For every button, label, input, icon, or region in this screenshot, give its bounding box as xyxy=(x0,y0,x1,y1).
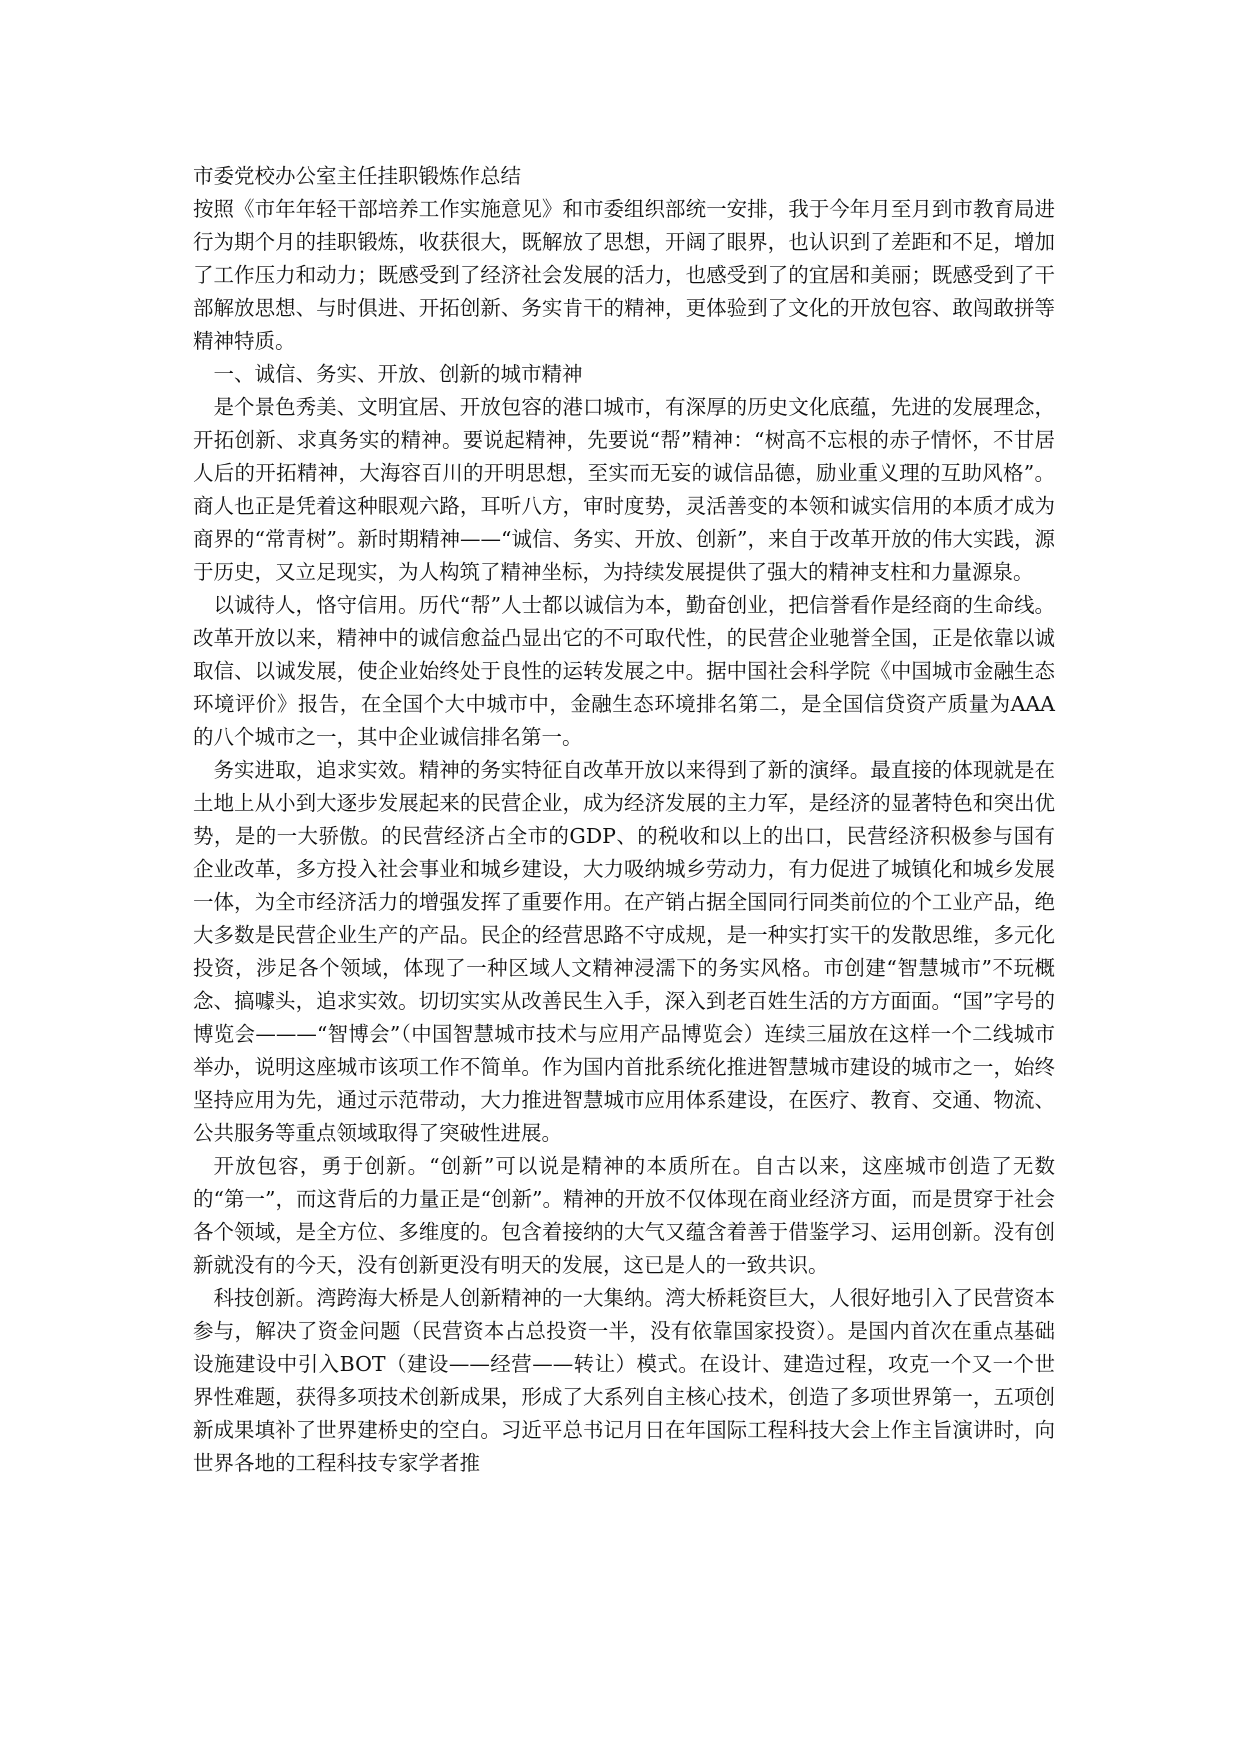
document-title: 市委党校办公室主任挂职锻炼作总结 xyxy=(193,164,521,188)
paragraph-openness: 开放包容，勇于创新。“创新”可以说是精神的本质所在。自古以来，这座城市创造了无数的“第一”，而这背后的力量正是“创新”。精神的开放不仅体现在商业经济方面，而是贯穿于社会各个领域，是全方位、多维度的。包含着接纳的大气又蕴含着善于借鉴学习、运用创新。没有创新就没有的今天，没有创新更没有明天的发展，这已是人的一致共识。 xyxy=(193,1154,1055,1277)
paragraph-tech-innovation: 科技创新。湾跨海大桥是人创新精神的一大集纳。湾大桥耗资巨大，人很好地引入了民营资本参与，解决了资金问题（民营资本占总投资一半，没有依靠国家投资）。是国内首次在重点基础设施建设中引入BOT（建设——经营——转让）模式。在设计、建造过程，攻克一个又一个世界性难题，获得多项技术创新成果，形成了大系列自主核心技术，创造了多项世界第一，五项创新成果填补了世界建桥史的空白。习近平总书记月日在年国际工程科技大会上作主旨演讲时，向世界各地的工程科技专家学者推 xyxy=(193,1286,1055,1475)
document-page xyxy=(193,160,1055,1480)
paragraph-integrity: 以诚待人，恪守信用。历代“帮”人士都以诚信为本，勤奋创业，把信誉看作是经商的生命线。改革开放以来，精神中的诚信愈益凸显出它的不可取代性，的民营企业驰誉全国，正是依靠以诚取信、以诚发展，使企业始终处于良性的运转发展之中。据中国社会科学院《中国城市金融生态环境评价》报告，在全国个大中城市中，金融生态环境排名第二，是全国信贷资产质量为AAA的八个城市之一，其中企业诚信排名第一。 xyxy=(193,593,1055,749)
paragraph-intro: 按照《市年年轻干部培养工作实施意见》和市委组织部统一安排，我于今年月至月到市教育局进行为期个月的挂职锻炼，收获很大，既解放了思想，开阔了眼界，也认识到了差距和不足，增加了工作压力和动力；既感受到了经济社会发展的活力，也感受到了的宜居和美丽；既感受到了干部解放思想、与时俱进、开拓创新、务实肯干的精神，更体验到了文化的开放包容、敢闯敢拼等精神特质。 xyxy=(193,197,1055,353)
section-heading: 一、诚信、务实、开放、创新的城市精神 xyxy=(213,362,583,386)
paragraph-pragmatism: 务实进取，追求实效。精神的务实特征自改革开放以来得到了新的演绎。最直接的体现就是在土地上从小到大逐步发展起来的民营企业，成为经济发展的主力军，是经济的显著特色和突出优势，是的一大骄傲。的民营经济占全市的GDP、的税收和以上的出口，民营经济积极参与国有企业改革，多方投入社会事业和城乡建设，大力吸纳城乡劳动力，有力促进了城镇化和城乡发展一体，为全市经济活力的增强发挥了重要作用。在产销占据全国同行同类前位的个工业产品，绝大多数是民营企业生产的产品。民企的经营思路不守成规，是一种实打实干的发散思维，多元化投资，涉足各个领域，体现了一种区域人文精神浸濡下的务实风格。市创建“智慧城市”不玩概念、搞噱头，追求实效。切切实实从改善民生入手，深入到老百姓生活的方方面面。“国”字号的博览会———“智博会”（中国智慧城市技术与应用产品博览会）连续三届放在这样一个二线城市举办，说明这座城市该项工作不简单。作为国内首批系统化推进智慧城市建设的城市之一，始终坚持应用为先，通过示范带动，大力推进智慧城市应用体系建设，在医疗、教育、交通、物流、公共服务等重点领域取得了突破性进展。 xyxy=(193,758,1055,1145)
paragraph-city-spirit: 是个景色秀美、文明宜居、开放包容的港口城市，有深厚的历史文化底蕴，先进的发展理念，开拓创新、求真务实的精神。要说起精神，先要说“帮”精神：“树高不忘根的赤子情怀，不甘居人后的开拓精神，大海容百川的开明思想，至实而无妄的诚信品德，励业重义理的互助风格”。商人也正是凭着这种眼观六路，耳听八方，审时度势，灵活善变的本领和诚实信用的本质才成为商界的“常青树”。新时期精神——“诚信、务实、开放、创新”，来自于改革开放的伟大实践，源于历史，又立足现实，为人构筑了精神坐标，为持续发展提供了强大的精神支柱和力量源泉。 xyxy=(193,395,1055,584)
